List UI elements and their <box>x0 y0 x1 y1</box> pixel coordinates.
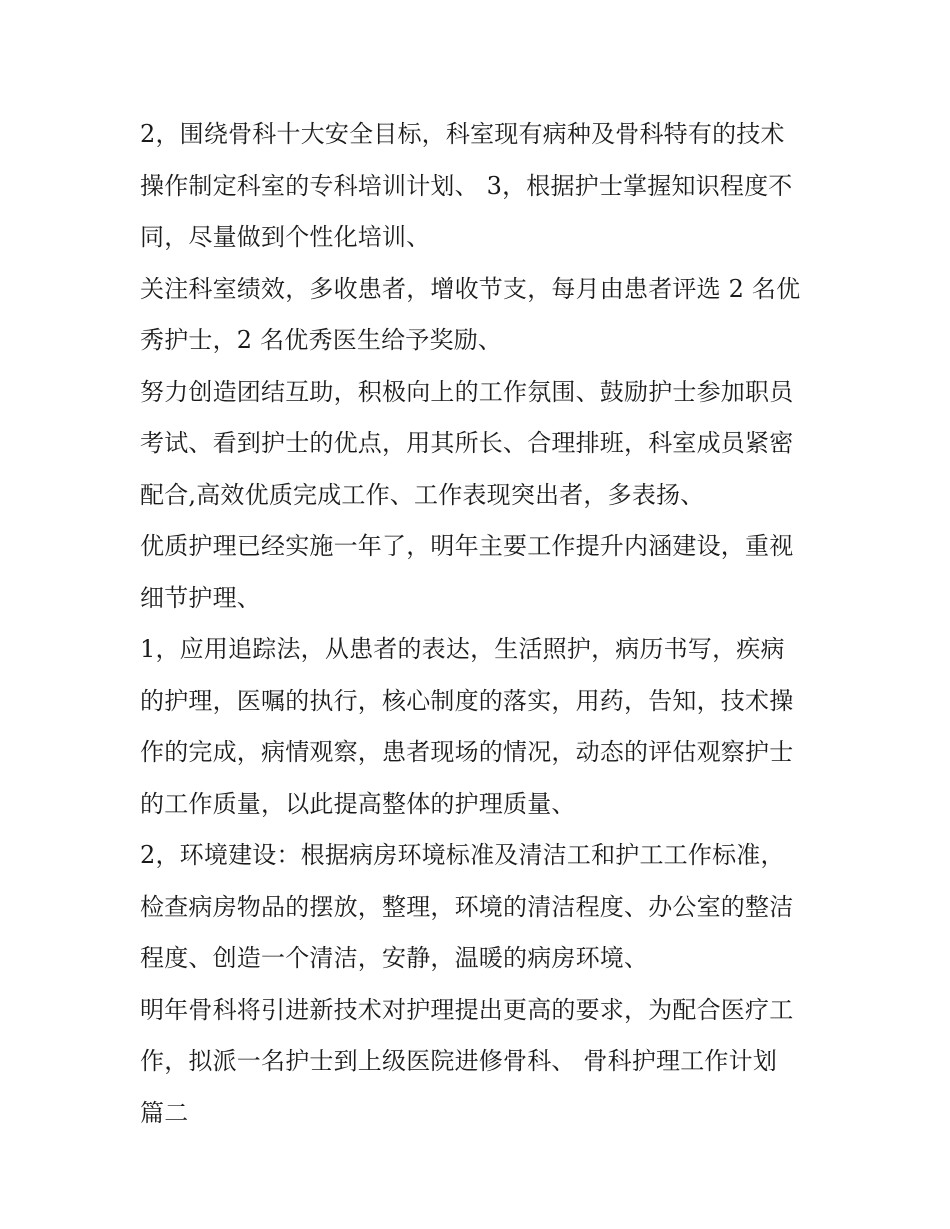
text-line: 明年骨科将引进新技术对护理提出更高的要求，为配合医疗工 <box>140 995 794 1024</box>
document-body <box>140 109 820 1139</box>
text-line: 努力创造团结互助，积极向上的工作氛围、鼓励护士参加职员 <box>140 377 794 406</box>
text-line: 同，尽量做到个性化培训、 <box>140 223 431 251</box>
text-line: 优质护理已经实施一年了，明年主要工作提升内涵建设，重视 <box>140 532 794 560</box>
text-line: 检查病房物品的摆放，整理，环境的清洁程度、办公室的整洁 <box>140 892 794 921</box>
text-line: 的护理，医嘱的执行，核心制度的落实，用药，告知，技术操 <box>140 686 794 715</box>
text-line: 作，拟派一名护士到上级医院进修骨科、 骨科护理工作计划 <box>140 1047 778 1075</box>
text-line: 2，围绕骨科十大安全目标，科室现有病种及骨科特有的技术 <box>140 120 785 148</box>
text-line: 篇二 <box>140 1098 189 1127</box>
text-line: 细节护理、 <box>140 583 261 612</box>
text-line: 关注科室绩效，多收患者，增收节支，每月由患者评选 2 名优 <box>140 274 801 303</box>
text-line: 秀护士，2 名优秀医生给予奖励、 <box>140 326 503 354</box>
text-line: 程度、创造一个清洁，安静，温暖的病房环境、 <box>140 944 649 972</box>
text-line: 1，应用追踪法，从患者的表达，生活照护，病历书写，疾病 <box>140 635 785 663</box>
text-line: 配合,高效优质完成工作、工作表现突出者，多表扬、 <box>140 480 705 509</box>
text-line: 作的完成，病情观察，患者现场的情况，动态的评估观察护士 <box>140 738 794 766</box>
text-line: 2，环境建设：根据病房环境标准及清洁工和护工工作标准， <box>140 841 785 869</box>
text-line: 操作制定科室的专科培训计划、 3，根据护士掌握知识程度不 <box>140 171 793 200</box>
text-line: 考试、看到护士的优点，用其所长、合理排班，科室成员紧密 <box>140 429 794 457</box>
text-line: 的工作质量，以此提高整体的护理质量、 <box>140 789 576 818</box>
